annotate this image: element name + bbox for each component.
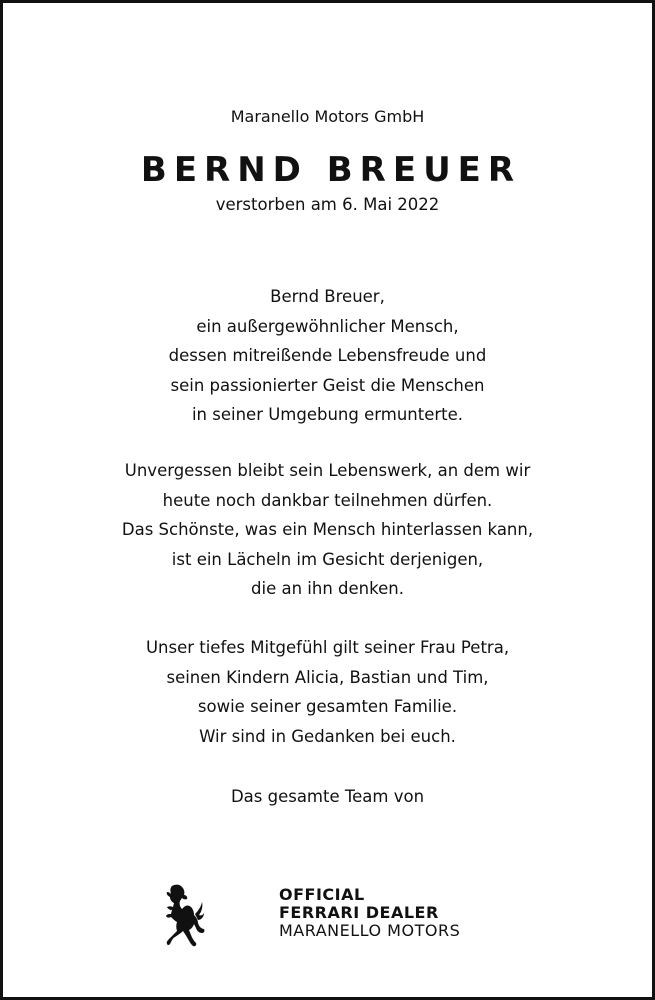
text-line: seinen Kindern Alicia, Bastian und Tim,	[166, 667, 489, 687]
text-line: Das gesamte Team von	[230, 787, 425, 806]
text-line: ein außergewöhnlicher Mensch,	[196, 316, 459, 336]
text-line: Wir sind in Gedanken bei euch.	[199, 726, 456, 746]
prancing-horse-icon	[158, 883, 206, 949]
deceased-name: BERND BREUER	[140, 150, 522, 190]
text-line: sein passionierter Geist die Menschen	[170, 375, 485, 395]
dealer-logo	[158, 883, 518, 951]
paragraph-tribute	[3, 282, 652, 430]
dealer-line-maranello: MARANELLO MOTORS	[279, 921, 461, 940]
dealer-line-ferrari: FERRARI DEALER	[279, 903, 439, 922]
text-line: Das Schönste, was ein Mensch hinterlassen kann,	[121, 520, 534, 539]
signoff	[3, 782, 652, 812]
date-of-death: verstorben am 6. Mai 2022	[215, 195, 440, 214]
dealer-text	[279, 886, 460, 940]
text-line: heute noch dankbar teilnehmen dürfen.	[162, 490, 493, 510]
text-line: Bernd Breuer,	[270, 287, 385, 306]
text-line: Unser tiefes Mitgefühl gilt seiner Frau Petra,	[145, 638, 510, 657]
text-line: die an ihn denken.	[251, 579, 404, 598]
dealer-line-official: OFFICIAL	[279, 885, 365, 904]
company-name: Maranello Motors GmbH	[230, 107, 425, 126]
text-line: Unvergessen bleibt sein Lebenswerk, an dem wir	[124, 461, 531, 480]
text-line: sowie seiner gesamten Familie.	[197, 697, 458, 716]
text-line: dessen mitreißende Lebensfreude und	[168, 346, 487, 365]
text-line: in seiner Umgebung ermunterte.	[191, 405, 464, 424]
paragraph-condolence	[3, 633, 652, 751]
paragraph-legacy	[3, 456, 652, 604]
text-line: ist ein Lächeln im Gesicht derjenigen,	[171, 549, 484, 569]
